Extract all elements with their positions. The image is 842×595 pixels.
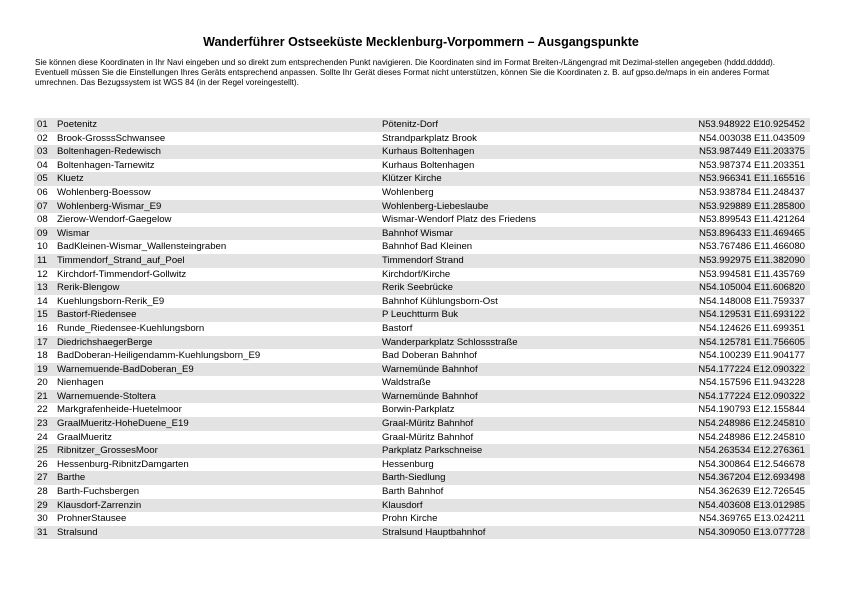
- table-row: [34, 512, 810, 526]
- route-name: Kirchdorf-Timmendorf-Gollwitz: [57, 268, 187, 280]
- coordinates: N54.369765 E13.024211: [699, 513, 805, 525]
- coordinates: N54.263534 E12.276361: [698, 445, 805, 457]
- row-number: 30: [37, 513, 48, 525]
- coordinates: N54.362639 E12.726545: [698, 486, 805, 498]
- coordinates: N54.148008 E11.759337: [699, 295, 805, 307]
- route-name: ProhnerStausee: [57, 513, 127, 525]
- table-row: [34, 200, 810, 214]
- table-row: [34, 172, 810, 186]
- row-number: 15: [37, 309, 48, 321]
- route-name: Zierow-Wendorf-Gaegelow: [57, 214, 172, 226]
- table-row: [34, 458, 810, 472]
- route-name: Brook-GrosssSchwansee: [57, 132, 166, 144]
- table-row: [34, 444, 810, 458]
- start-point: Bahnhof Wismar: [382, 227, 453, 239]
- coordinates: N53.938784 E11.248437: [699, 186, 805, 198]
- route-name: Kuehlungsborn-Rerik_E9: [57, 295, 165, 307]
- route-name: Wohlenberg-Boessow: [57, 186, 151, 198]
- route-name: Barthe: [57, 472, 86, 484]
- coordinates: N53.987449 E11.203375: [699, 146, 805, 158]
- start-point: Klausdorf: [382, 499, 423, 511]
- row-number: 08: [37, 214, 48, 226]
- start-point: Bahnhof Kühlungsborn-Ost: [382, 295, 498, 307]
- row-number: 06: [37, 186, 48, 198]
- coordinates: N53.929889 E11.285800: [699, 200, 805, 212]
- row-number: 11: [37, 254, 47, 266]
- row-number: 10: [37, 241, 48, 253]
- table-row: [34, 118, 810, 132]
- table-row: [34, 390, 810, 404]
- start-point: Rerik Seebrücke: [382, 282, 453, 294]
- table-row: [34, 363, 810, 377]
- row-number: 03: [37, 146, 48, 158]
- start-point: Timmendorf Strand: [382, 254, 464, 266]
- route-name: Bastorf-Riedensee: [57, 309, 137, 321]
- route-name: Nienhagen: [57, 377, 104, 389]
- route-name: GraalMueritz-HoheDuene_E19: [57, 418, 189, 430]
- intro-text: [35, 58, 810, 89]
- row-number: 26: [37, 458, 48, 470]
- route-name: Warnemuende-Stoltera: [57, 390, 156, 402]
- row-number: 31: [37, 526, 48, 538]
- table-row: [34, 403, 810, 417]
- coordinates: N54.003038 E11.043509: [699, 132, 805, 144]
- coordinates: N54.367204 E12.693498: [698, 472, 805, 484]
- table-row: [34, 499, 810, 513]
- table-row: [34, 526, 810, 540]
- start-point: Kurhaus Boltenhagen: [382, 159, 475, 171]
- route-name: Boltenhagen-Redewisch: [57, 146, 161, 158]
- row-number: 29: [37, 499, 48, 511]
- start-point: Strandparkplatz Brook: [382, 132, 477, 144]
- page-title: Wanderführer Ostseeküste Mecklenburg-Vorpommern – Ausgangspunkte: [203, 35, 639, 49]
- row-number: 07: [37, 200, 48, 212]
- coordinates: N54.105004 E11.606820: [699, 282, 805, 294]
- row-number: 04: [37, 159, 48, 171]
- intro-paragraph-2: Eventuell müssen Sie die Einstellungen Ihres Geräts entsprechend anpassen. Sollte Ihr Gerät dieses Format nicht unterstützen, können Sie die Koordinaten z. B. auf gpso.de/maps in ein anderes Format umrechnen. Das Bezugssystem ist WGS 84 (in der Regel voreingestellt).: [35, 68, 770, 88]
- start-point: Wismar-Wendorf Platz des Friedens: [382, 214, 536, 226]
- start-point: Hessenburg: [382, 458, 434, 470]
- route-name: BadKleinen-Wismar_Wallensteingraben: [57, 241, 227, 253]
- route-name: Markgrafenheide-Huetelmoor: [57, 404, 182, 416]
- start-point: Bastorf: [382, 322, 413, 334]
- route-name: Hessenburg-RibnitzDamgarten: [57, 458, 189, 470]
- table-row: [34, 240, 810, 254]
- table-row: [34, 227, 810, 241]
- route-name: Boltenhagen-Tarnewitz: [57, 159, 155, 171]
- route-name: Kluetz: [57, 173, 84, 185]
- coordinates: N53.767486 E11.466080: [699, 241, 805, 253]
- coordinates: N53.987374 E11.203351: [699, 159, 805, 171]
- row-number: 17: [37, 336, 48, 348]
- table-row: [34, 281, 810, 295]
- start-point: Graal-Müritz Bahnhof: [382, 431, 474, 443]
- start-point: Warnemünde Bahnhof: [382, 390, 478, 402]
- row-number: 24: [37, 431, 48, 443]
- start-point: Waldstraße: [382, 377, 431, 389]
- table-row: [34, 159, 810, 173]
- coordinates: N54.177224 E12.090322: [698, 363, 805, 375]
- coordinates: N54.248986 E12.245810: [698, 431, 805, 443]
- coordinates: N53.899543 E11.421264: [699, 214, 805, 226]
- route-name: Poetenitz: [57, 119, 98, 130]
- route-name: Rerik-Blengow: [57, 282, 120, 294]
- start-point: Pötenitz-Dorf: [382, 119, 438, 130]
- table-row: [34, 417, 810, 431]
- coordinates: N54.248986 E12.245810: [698, 418, 805, 430]
- start-point: Prohn Kirche: [382, 513, 438, 525]
- row-number: 01: [37, 119, 48, 130]
- table-row: [34, 213, 810, 227]
- coordinates: N53.966341 E11.165516: [699, 173, 805, 185]
- coordinates: N54.125781 E11.756605: [699, 336, 805, 348]
- route-name: Barth-Fuchsbergen: [57, 486, 140, 498]
- coordinates: N54.157596 E11.943228: [699, 377, 805, 389]
- row-number: 25: [37, 445, 48, 457]
- start-point: Parkplatz Parkschneise: [382, 445, 483, 457]
- row-number: 18: [37, 350, 48, 362]
- route-name: Stralsund: [57, 526, 98, 538]
- route-name: Wohlenberg-Wismar_E9: [57, 200, 162, 212]
- row-number: 22: [37, 404, 48, 416]
- coordinates: N54.300864 E12.546678: [698, 458, 805, 470]
- table-row: [34, 349, 810, 363]
- route-name: DiedrichshaegerBerge: [57, 336, 153, 348]
- start-point: Warnemünde Bahnhof: [382, 363, 478, 375]
- coordinates: N54.129531 E11.693122: [699, 309, 805, 321]
- table-row: [34, 431, 810, 445]
- row-number: 21: [37, 390, 48, 402]
- start-point: Borwin-Parkplatz: [382, 404, 455, 416]
- table-row: [34, 336, 810, 350]
- table-row: [34, 145, 810, 159]
- row-number: 05: [37, 173, 48, 185]
- start-point: Wohlenberg: [382, 186, 434, 198]
- row-number: 19: [37, 363, 48, 375]
- intro-paragraph-1: Sie können diese Koordinaten in Ihr Navi eingeben und so direkt zum entsprechenden Punkt navigieren. Die Koordinaten sind im Format Breiten-/Längengrad mit Dezimal-stellen angegeben (hddd.ddddd).: [35, 58, 776, 67]
- route-name: Warnemuende-BadDoberan_E9: [57, 363, 194, 375]
- coordinates: N54.403608 E13.012985: [698, 499, 805, 511]
- row-number: 13: [37, 282, 48, 294]
- row-number: 23: [37, 418, 48, 430]
- route-name: Timmendorf_Strand_auf_Poel: [57, 254, 185, 266]
- start-point: Bahnhof Bad Kleinen: [382, 241, 473, 253]
- table-row: [34, 295, 810, 309]
- table-row: [34, 254, 810, 268]
- row-number: 14: [37, 295, 48, 307]
- row-number: 20: [37, 377, 48, 389]
- coordinates: N53.948922 E10.925452: [698, 119, 805, 130]
- route-name: Runde_Riedensee-Kuehlungsborn: [57, 322, 205, 334]
- starting-points-table: [34, 118, 810, 539]
- start-point: Barth-Siedlung: [382, 472, 446, 484]
- coordinates: N53.896433 E11.469465: [699, 227, 805, 239]
- coordinates: N53.992975 E11.382090: [699, 254, 805, 266]
- table-row: [34, 376, 810, 390]
- start-point: Graal-Müritz Bahnhof: [382, 418, 474, 430]
- start-point: P Leuchtturm Buk: [382, 309, 459, 321]
- coordinates: N54.309050 E13.077728: [698, 526, 805, 538]
- route-name: Ribnitzer_GrossesMoor: [57, 445, 158, 457]
- start-point: Wanderparkplatz Schlossstraße: [382, 336, 518, 348]
- start-point: Kirchdorf/Kirche: [382, 268, 451, 280]
- route-name: GraalMueritz: [57, 431, 112, 443]
- table-row: [34, 268, 810, 282]
- coordinates: N54.177224 E12.090322: [698, 390, 805, 402]
- table-row: [34, 132, 810, 146]
- table-row: [34, 186, 810, 200]
- table-row: [34, 485, 810, 499]
- coordinates: N53.994581 E11.435769: [699, 268, 805, 280]
- start-point: Kurhaus Boltenhagen: [382, 146, 475, 158]
- row-number: 09: [37, 227, 48, 239]
- start-point: Bad Doberan Bahnhof: [382, 350, 477, 362]
- row-number: 16: [37, 322, 48, 334]
- coordinates: N54.100239 E11.904177: [699, 350, 805, 362]
- route-name: BadDoberan-Heiligendamm-Kuehlungsborn_E9: [57, 350, 261, 362]
- start-point: Klützer Kirche: [382, 173, 442, 185]
- table-row: [34, 471, 810, 485]
- route-name: Klausdorf-Zarrenzin: [57, 499, 142, 511]
- table-row: [34, 308, 810, 322]
- row-number: 02: [37, 132, 48, 144]
- row-number: 28: [37, 486, 48, 498]
- row-number: 27: [37, 472, 48, 484]
- row-number: 12: [37, 268, 48, 280]
- coordinates: N54.124626 E11.699351: [699, 322, 805, 334]
- route-name: Wismar: [57, 227, 90, 239]
- coordinates: N54.190793 E12.155844: [698, 404, 805, 416]
- table-row: [34, 322, 810, 336]
- start-point: Stralsund Hauptbahnhof: [382, 526, 486, 538]
- start-point: Barth Bahnhof: [382, 486, 444, 498]
- start-point: Wohlenberg-Liebeslaube: [382, 200, 489, 212]
